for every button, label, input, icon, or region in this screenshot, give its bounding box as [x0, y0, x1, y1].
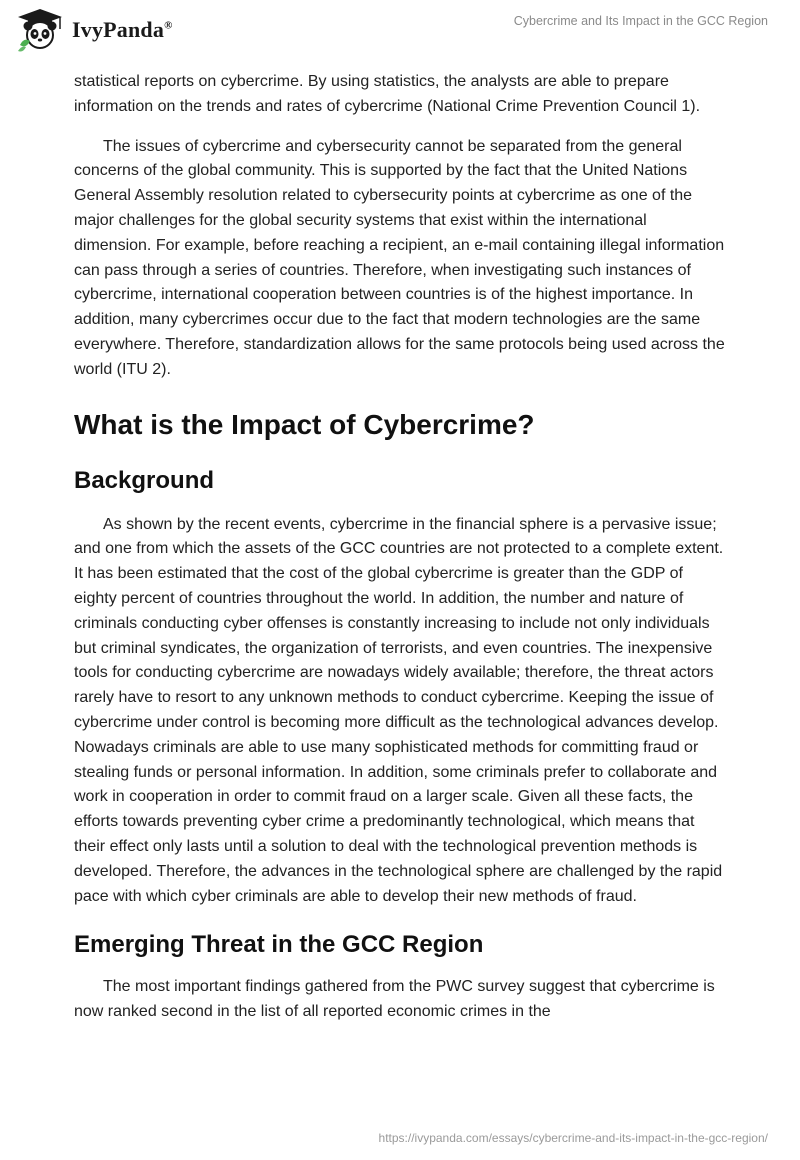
- paragraph-global-community: The issues of cybercrime and cybersecurity cannot be separated from the general concerns of the global community. This is supported by the fact that the United Nations General Assembly resolution related to cybersecurity points at cybercrime as one of the major challenges for the global security systems that exist within the international dimension. For example, before reaching a recipient, an e-mail containing illegal information can pass through a series of countries. Therefore, when investigating such instances of cybercrime, international cooperation between countries is of the highest importance. In addition, many cybercrimes occur due to the fact that modern technologies are the same everywhere. Therefore, standardization allows for the same protocols being used across the world (ITU 2).: [74, 137, 725, 378]
- running-title: Cybercrime and Its Impact in the GCC Region: [513, 14, 768, 28]
- paragraph-emerging-threat: The most important findings gathered from the PWC survey suggest that cybercrime is now ranked second in the list of all reported economic crimes in the: [74, 978, 715, 1021]
- section-heading: What is the Impact of Cybercrime?: [74, 408, 535, 440]
- subheading-background: Background: [74, 466, 215, 494]
- subheading-emerging-threat: Emerging Threat in the GCC Region: [74, 931, 484, 959]
- source-url[interactable]: https://ivypanda.com/essays/cybercrime-and-its-impact-in-the-gcc-region/: [378, 1131, 768, 1145]
- paragraph-continuation: statistical reports on cybercrime. By using statistics, the analysts are able to prepare information on the trends and rates of cybercrime (National Crime Prevention Council 1).: [74, 73, 701, 115]
- page-header: [0, 0, 800, 60]
- logo[interactable]: [14, 6, 173, 54]
- brand-name: IvyPanda®: [72, 17, 173, 42]
- paragraph-background: As shown by the recent events, cybercrime in the financial sphere is a pervasive issue; and one from which the assets of the GCC countries are not protected to a complete extent. It has been estimated that the cost of the global cybercrime is greater than the GDP of eighty percent of countries throughout the world. In addition, the number and nature of criminals conducting cyber offenses is constantly increasing to include not only individuals but criminal syndicates, the organization of terrorists, and even countries. The inexpensive tools for conducting cybercrime are nowadays widely available; therefore, the threat actors rarely have to resort to any unknown methods to conduct cybercrime. Keeping the issue of cybercrime under control is becoming more difficult as the technological advances develop. Nowadays criminals are able to use many sophisticated methods for committing fraud or stealing funds or personal information. In addition, some criminals prefer to collaborate and work in cooperation in order to commit fraud on a larger scale. Given all these facts, the efforts towards preventing cyber crime a predominantly technological, which means that their effect only lasts until a solution to deal with the technological prevention methods is developed. Therefore, the advances in the technological sphere are challenged by the rapid pace with which cyber criminals are able to develop their new methods of fraud.: [74, 515, 724, 905]
- panda-graduate-icon: [14, 7, 66, 53]
- article-body: [74, 70, 726, 1025]
